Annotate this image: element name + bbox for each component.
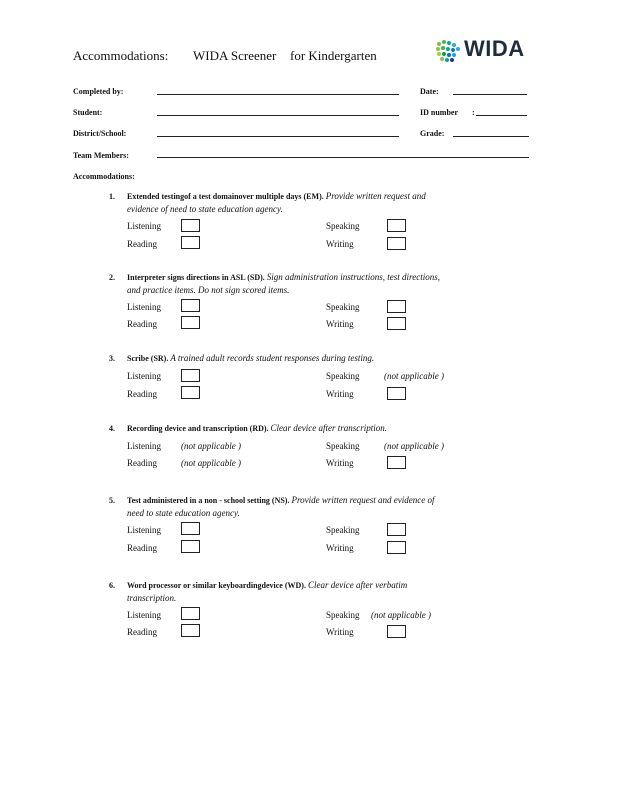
district-school-label: District/School: xyxy=(73,129,127,138)
speaking-label: Speaking xyxy=(326,441,360,451)
writing-label: Writing xyxy=(326,543,354,553)
reading-not-applicable: (not applicable ) xyxy=(181,458,241,468)
writing-checkbox[interactable] xyxy=(387,625,406,638)
item-description xyxy=(127,422,537,435)
reading-checkbox[interactable] xyxy=(181,236,200,249)
reading-checkbox[interactable] xyxy=(181,316,200,329)
item-instruction-line2: and practice items. Do not sign scored items. xyxy=(127,285,290,295)
completed-by-field[interactable] xyxy=(157,94,399,95)
grade-field[interactable] xyxy=(453,136,529,137)
item-description xyxy=(127,579,537,605)
item-instruction-text: Clear device after transcription. xyxy=(270,423,388,433)
listening-checkbox[interactable] xyxy=(181,299,200,312)
wida-logo xyxy=(434,36,534,66)
page-title-grade: for Kindergarten xyxy=(290,48,377,63)
speaking-label: Speaking xyxy=(326,221,360,231)
reading-label: Reading xyxy=(127,543,157,553)
item-description xyxy=(127,352,537,365)
date-label: Date: xyxy=(420,87,439,96)
writing-label: Writing xyxy=(326,389,354,399)
listening-checkbox[interactable] xyxy=(181,219,200,232)
speaking-label: Speaking xyxy=(326,525,360,535)
item-number: 5. xyxy=(109,496,115,505)
writing-label: Writing xyxy=(326,319,354,329)
student-label: Student: xyxy=(73,108,103,117)
listening-label: Listening xyxy=(127,302,161,312)
speaking-checkbox[interactable] xyxy=(387,523,406,536)
reading-label: Reading xyxy=(127,239,157,249)
reading-label: Reading xyxy=(127,627,157,637)
listening-checkbox[interactable] xyxy=(181,369,200,382)
writing-label: Writing xyxy=(326,239,354,249)
item-instruction-text: A trained adult records student responses during testing. xyxy=(170,353,375,363)
writing-label: Writing xyxy=(326,458,354,468)
listening-label: Listening xyxy=(127,610,161,620)
wida-logo-text: WIDA xyxy=(464,36,525,61)
speaking-not-applicable: (not applicable ) xyxy=(384,371,444,381)
reading-checkbox[interactable] xyxy=(181,386,200,399)
reading-label: Reading xyxy=(127,389,157,399)
item-instruction-line2: evidence of need to state education agency. xyxy=(127,204,283,214)
item-instruction-line2: transcription. xyxy=(127,593,177,603)
item-number: 2. xyxy=(109,273,115,282)
team-members-field[interactable] xyxy=(157,157,529,158)
speaking-label: Speaking xyxy=(326,610,360,620)
listening-label: Listening xyxy=(127,371,161,381)
speaking-checkbox[interactable] xyxy=(387,300,406,313)
district-school-field[interactable] xyxy=(157,136,399,137)
listening-label: Listening xyxy=(127,441,161,451)
writing-checkbox[interactable] xyxy=(387,456,406,469)
writing-label: Writing xyxy=(326,627,354,637)
writing-checkbox[interactable] xyxy=(387,387,406,400)
id-number-colon: : xyxy=(472,108,475,117)
speaking-not-applicable: (not applicable ) xyxy=(384,441,444,451)
page-title-label: Accommodations: xyxy=(73,48,169,63)
listening-checkbox[interactable] xyxy=(181,522,200,535)
item-description xyxy=(127,494,537,520)
id-number-field[interactable] xyxy=(476,115,527,116)
date-field[interactable] xyxy=(453,94,527,95)
wida-dots-logo-icon xyxy=(434,38,462,64)
writing-checkbox[interactable] xyxy=(387,237,406,250)
listening-checkbox[interactable] xyxy=(181,607,200,620)
item-number: 1. xyxy=(109,192,115,201)
reading-label: Reading xyxy=(127,319,157,329)
writing-checkbox[interactable] xyxy=(387,541,406,554)
page-title-test: WIDA Screener xyxy=(193,48,277,63)
item-instruction-text: Clear device after verbatim xyxy=(307,580,408,590)
team-members-label: Team Members: xyxy=(73,151,129,160)
reading-checkbox[interactable] xyxy=(181,540,200,553)
reading-label: Reading xyxy=(127,458,157,468)
item-code-text: Word processor or similar keyboardingdevice (WD). xyxy=(127,581,306,590)
listening-label: Listening xyxy=(127,525,161,535)
item-instruction-text: Provide written request and xyxy=(325,191,426,201)
writing-checkbox[interactable] xyxy=(387,317,406,330)
listening-not-applicable: (not applicable ) xyxy=(181,441,241,451)
speaking-not-applicable: (not applicable ) xyxy=(371,610,431,620)
completed-by-label: Completed by: xyxy=(73,87,124,96)
accommodations-label: Accommodations: xyxy=(73,172,135,181)
reading-checkbox[interactable] xyxy=(181,624,200,637)
item-code-text: Extended testingof a test domainover multiple days (EM). xyxy=(127,192,324,201)
listening-label: Listening xyxy=(127,221,161,231)
item-instruction-text: Sign administration instructions, test directions, xyxy=(266,272,440,282)
item-instruction-line2: need to state education agency. xyxy=(127,508,240,518)
item-description xyxy=(127,190,537,216)
item-code-text: Interpreter signs directions in ASL (SD). xyxy=(127,273,265,282)
item-number: 3. xyxy=(109,354,115,363)
student-field[interactable] xyxy=(157,115,399,116)
item-number: 4. xyxy=(109,424,115,433)
item-code-text: Scribe (SR). xyxy=(127,354,169,363)
item-code-text: Test administered in a non - school setting (NS). xyxy=(127,496,290,505)
item-description xyxy=(127,271,537,297)
speaking-label: Speaking xyxy=(326,302,360,312)
speaking-checkbox[interactable] xyxy=(387,219,406,232)
speaking-label: Speaking xyxy=(326,371,360,381)
item-code-text: Recording device and transcription (RD). xyxy=(127,424,269,433)
item-number: 6. xyxy=(109,581,115,590)
grade-label: Grade: xyxy=(420,129,445,138)
id-number-label: ID number xyxy=(420,108,459,117)
item-instruction-text: Provide written request and evidence of xyxy=(291,495,435,505)
